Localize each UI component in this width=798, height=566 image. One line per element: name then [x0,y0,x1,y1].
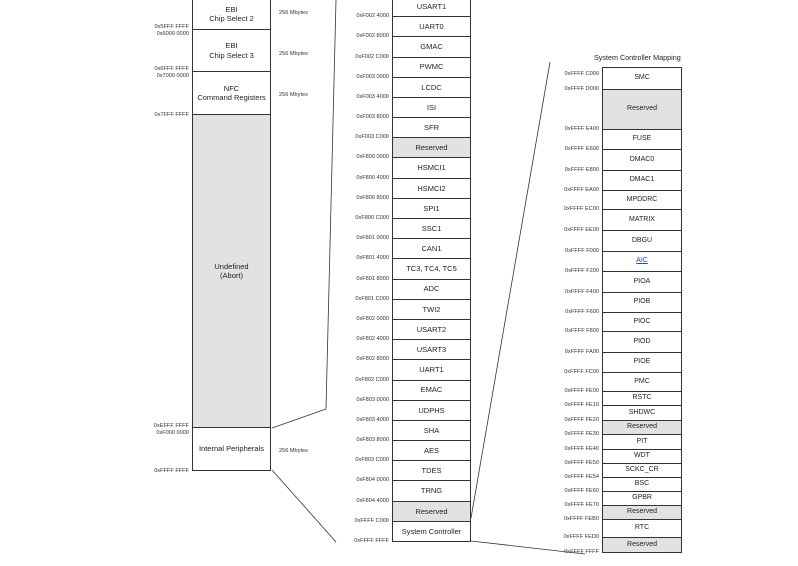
sysctrl-address: 0xFFFF FE30 [564,431,599,437]
peripheral-address: 0xF800 C000 [355,215,389,222]
sysctrl-block: RTC [602,519,682,538]
sysctrl-block: GPBR [602,491,682,506]
sysctrl-block: PMC [602,372,682,392]
sysctrl-block: Reserved [602,89,682,130]
sysctrl-address: 0xFFFF FED0 [563,534,599,540]
sysctrl-address: 0xFFFF F000 [565,248,599,254]
sysctrl-address: 0xFFFF E400 [564,126,599,132]
connector-top-right [326,0,336,409]
left-block: NFC Command Registers [192,71,271,115]
left-block-size: 256 Mbytes [279,51,308,57]
peripheral-block: LCDC [392,77,471,98]
sysctrl-block: DBGU [602,230,682,252]
sysctrl-address: 0xFFFF F600 [565,309,599,315]
peripheral-block: SSC1 [392,218,471,239]
peripheral-block: UART1 [392,359,471,380]
connector-bottom [272,470,336,542]
sysctrl-address: 0xFFFF EC00 [563,206,599,212]
sysctrl-address: 0xFFFF EE00 [564,227,599,233]
sysctrl-block: Reserved [602,420,682,435]
peripheral-block: HSMCI1 [392,157,471,178]
sysctrl-block: PIOB [602,292,682,313]
peripheral-block: HSMCI2 [392,178,471,199]
peripheral-address: 0xF803 4000 [356,416,389,423]
peripheral-address: 0xF804 0000 [356,477,389,484]
peripheral-address: 0xF002 C000 [355,53,389,60]
sysctrl-address: 0xFFFF F400 [565,289,599,295]
system-controller-title: System Controller Mapping [594,53,681,62]
peripheral-block: TRNG [392,480,471,501]
left-block: EBI Chip Select 2 [192,0,271,30]
sysctrl-address: 0xFFFF E800 [564,167,599,173]
peripheral-address: 0xF802 4000 [356,336,389,343]
peripheral-block: SHA [392,420,471,441]
peripheral-block: Reserved [392,137,471,158]
left-address: 0x7FFF FFFF [154,112,189,118]
sysctrl-address: 0xFFFF FC00 [564,369,599,375]
peripheral-block: ADC [392,279,471,300]
peripheral-address: 0xF801 4000 [356,255,389,262]
sysctrl-block: PIOC [602,312,682,332]
sysctrl-block: DMAC1 [602,170,682,191]
left-address: 0x5FFF FFFF 0x6000 0000 [154,24,189,37]
sysctrl-block: MATRIX [602,209,682,231]
peripheral-address: 0xF002 8000 [356,33,389,40]
sysctrl-block: SCKC_CR [602,463,682,478]
peripheral-block: System Controller [392,521,471,542]
peripheral-address: 0xF802 8000 [356,356,389,363]
sysctrl-address: 0xFFFF FE00 [564,388,599,394]
peripheral-block: AES [392,440,471,461]
sysctrl-address: 0xFFFF FFFF [564,549,599,555]
peripheral-address: 0xF802 0000 [356,315,389,322]
sysctrl-block: WDT [602,449,682,464]
sysctrl-address: 0xFFFF FE50 [564,460,599,466]
sysctrl-address: 0xFFFF F800 [565,328,599,334]
peripheral-address: 0xF803 8000 [356,437,389,444]
sysctrl-block: SHDWC [602,405,682,421]
peripheral-block: CAN1 [392,238,471,259]
left-block-size: 256 Mbytes [279,10,308,16]
peripheral-address: 0xF003 0000 [356,73,389,80]
peripheral-address: 0xF802 C000 [355,376,389,383]
sysctrl-block: MPDDRC [602,190,682,210]
sysctrl-block: Reserved [602,505,682,520]
sysctrl-address: 0xFFFF FEB0 [563,516,599,522]
sysctrl-address: 0xFFFF E600 [564,146,599,152]
peripheral-block: SFR [392,117,471,138]
peripheral-block: USART2 [392,319,471,340]
sysctrl-address: 0xFFFF FE70 [564,502,599,508]
peripheral-block: TC3, TC4, TC5 [392,258,471,279]
peripheral-block: USART1 [392,0,471,17]
peripheral-block: TDES [392,460,471,481]
sysctrl-address: 0xFFFF FE40 [564,446,599,452]
peripheral-address: 0xF800 8000 [356,194,389,201]
peripheral-address: 0xF803 C000 [355,457,389,464]
peripheral-block: GMAC [392,36,471,57]
connector-top-left [272,409,326,428]
peripheral-block: ISI [392,97,471,118]
sysctrl-address: 0xFFFF FA00 [564,349,599,355]
peripheral-block: SPI1 [392,198,471,219]
sysctrl-address: 0xFFFF C000 [564,71,599,77]
peripheral-block: USART3 [392,339,471,360]
sysctrl-block: PIOD [602,331,682,353]
sysctrl-address: 0xFFFF FE60 [564,488,599,494]
sysctrl-address: 0xFFFF FE10 [564,402,599,408]
peripheral-address: 0xF003 C000 [355,134,389,141]
left-block: EBI Chip Select 3 [192,29,271,72]
sysctrl-address: 0xFFFF FE20 [564,417,599,423]
sysctrl-block: DMAC0 [602,149,682,171]
peripheral-address: 0xF801 C000 [355,295,389,302]
sysctrl-address: 0xFFFF FE54 [564,474,599,480]
sysctrl-address: 0xFFFF F200 [565,268,599,274]
peripheral-address: 0xF003 8000 [356,114,389,121]
sysctrl-block: FUSE [602,129,682,150]
peripheral-block: UART0 [392,16,471,37]
peripheral-address: 0xF002 4000 [356,13,389,20]
sysctrl-block: RSTC [602,391,682,406]
peripheral-address: 0xF800 4000 [356,174,389,181]
sysctrl-block: SMC [602,67,682,90]
peripheral-block: Reserved [392,501,471,522]
peripheral-address: 0xFFFF FFFF [354,538,389,544]
peripheral-address: 0xF801 8000 [356,275,389,282]
sysctrl-block: PIT [602,434,682,450]
sysctrl-address: 0xFFFF EA00 [564,187,599,193]
left-block: Undefined (Abort) [192,114,271,428]
sysctrl-block: PIOE [602,352,682,373]
left-address: 0x6FFF FFFF 0x7000 0000 [154,66,189,79]
left-block: Internal Peripherals [192,427,271,471]
peripheral-address: 0xF801 0000 [356,235,389,242]
peripheral-address: 0xFFFF C000 [354,517,389,524]
connector-sysctrl-top [471,62,550,518]
peripheral-address: 0xF804 4000 [356,497,389,504]
sysctrl-block: AIC [602,251,682,272]
peripheral-block: PWMC [392,57,471,78]
left-block-size: 256 Mbytes [279,92,308,98]
left-address: 0xFFFF FFFF [154,468,189,474]
sysctrl-block: Reserved [602,537,682,553]
left-block-size: 256 Mbytes [279,448,308,454]
peripheral-block: UDPHS [392,400,471,421]
peripheral-address: 0xF003 4000 [356,93,389,100]
peripheral-address: 0xF800 0000 [356,154,389,161]
left-address: 0xEFFF FFFF 0xF000 0000 [153,423,189,436]
sysctrl-block: PIOA [602,271,682,293]
sysctrl-block: BSC [602,477,682,492]
peripheral-address: 0xF803 0000 [356,396,389,403]
sysctrl-address: 0xFFFF D000 [564,86,599,92]
peripheral-block: TWI2 [392,299,471,320]
peripheral-block: EMAC [392,380,471,401]
